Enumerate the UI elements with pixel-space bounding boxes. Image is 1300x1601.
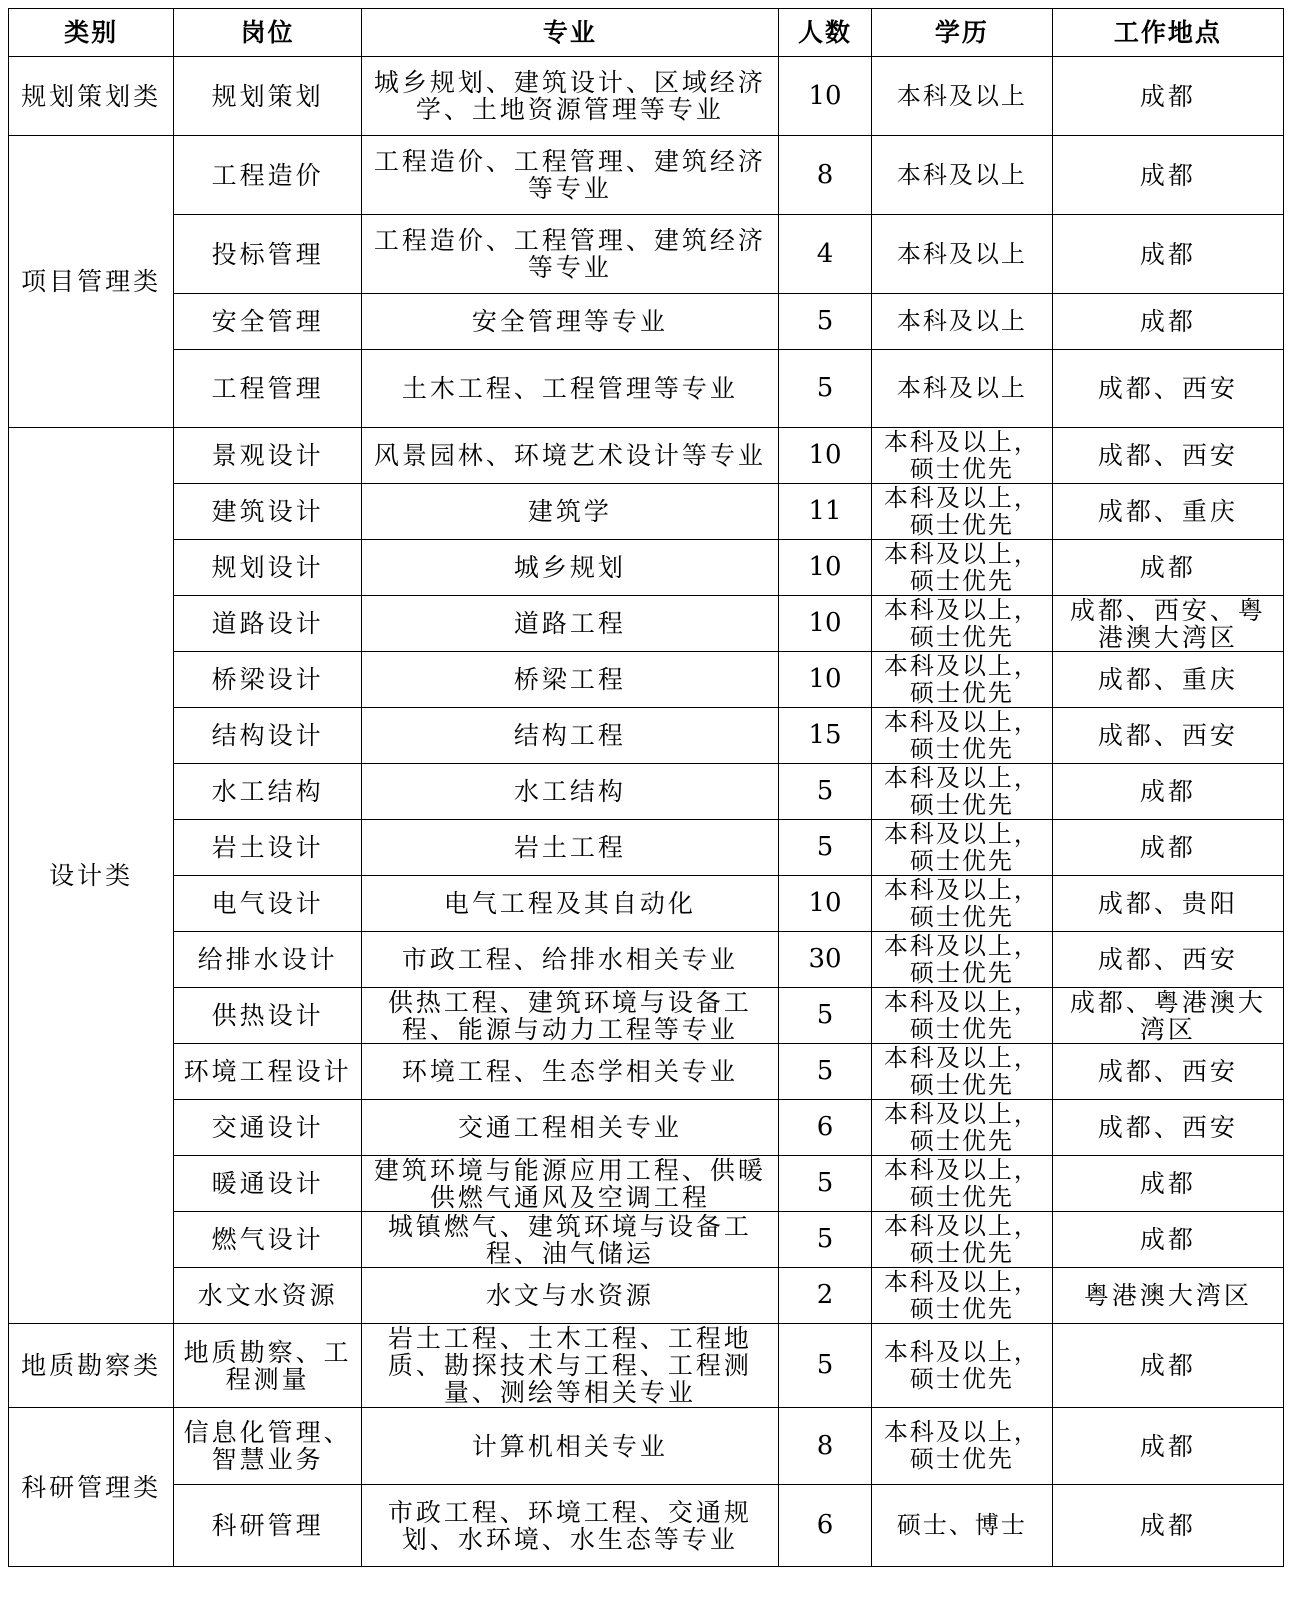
education-cell: 本科及以上 [872,215,1053,294]
position-cell: 燃气设计 [174,1212,362,1268]
education-cell: 本科及以上，硕士优先 [872,1212,1053,1268]
major-cell: 道路工程 [361,596,778,652]
education-cell: 本科及以上，硕士优先 [872,596,1053,652]
major-cell: 交通工程相关专业 [361,1100,778,1156]
major-cell: 市政工程、给排水相关专业 [361,932,778,988]
education-cell: 本科及以上 [872,136,1053,215]
table-row [9,1100,1284,1156]
table-row [9,540,1284,596]
position-cell: 建筑设计 [174,484,362,540]
major-cell: 工程造价、工程管理、建筑经济等专业 [361,136,778,215]
education-cell: 本科及以上，硕士优先 [872,428,1053,484]
major-cell: 建筑环境与能源应用工程、供暖供燃气通风及空调工程 [361,1156,778,1212]
category-cell: 地质勘察类 [9,1324,174,1408]
position-cell: 供热设计 [174,988,362,1044]
position-cell: 安全管理 [174,294,362,350]
major-cell: 岩土工程、土木工程、工程地质、勘探技术与工程、工程测量、测绘等相关专业 [361,1324,778,1408]
table-row [9,1408,1284,1485]
count-cell: 5 [778,988,871,1044]
education-cell: 本科及以上，硕士优先 [872,652,1053,708]
location-cell: 成都 [1052,764,1283,820]
major-cell: 桥梁工程 [361,652,778,708]
header-major: 专业 [361,9,778,57]
location-cell: 粤港澳大湾区 [1052,1268,1283,1324]
location-cell: 成都、西安、粤港澳大湾区 [1052,596,1283,652]
table-row [9,1044,1284,1100]
education-cell: 本科及以上，硕士优先 [872,708,1053,764]
location-cell: 成都、贵阳 [1052,876,1283,932]
recruitment-table [8,8,1284,1567]
location-cell: 成都、西安 [1052,428,1283,484]
table-row [9,876,1284,932]
position-cell: 水文水资源 [174,1268,362,1324]
table-row [9,988,1284,1044]
education-cell: 本科及以上，硕士优先 [872,1100,1053,1156]
location-cell: 成都 [1052,136,1283,215]
table-row [9,294,1284,350]
table-row [9,764,1284,820]
count-cell: 5 [778,1044,871,1100]
education-cell: 本科及以上 [872,294,1053,350]
position-cell: 规划设计 [174,540,362,596]
education-cell: 本科及以上，硕士优先 [872,1044,1053,1100]
table-row [9,708,1284,764]
major-cell: 计算机相关专业 [361,1408,778,1485]
count-cell: 8 [778,136,871,215]
position-cell: 投标管理 [174,215,362,294]
location-cell: 成都、西安 [1052,350,1283,428]
education-cell: 本科及以上，硕士优先 [872,988,1053,1044]
education-cell: 本科及以上 [872,350,1053,428]
education-cell: 本科及以上，硕士优先 [872,1268,1053,1324]
count-cell: 10 [778,596,871,652]
major-cell: 环境工程、生态学相关专业 [361,1044,778,1100]
major-cell: 城乡规划、建筑设计、区域经济学、土地资源管理等专业 [361,57,778,136]
table-row [9,1268,1284,1324]
location-cell: 成都 [1052,1212,1283,1268]
table-row [9,820,1284,876]
position-cell: 环境工程设计 [174,1044,362,1100]
location-cell: 成都、粤港澳大湾区 [1052,988,1283,1044]
location-cell: 成都 [1052,820,1283,876]
education-cell: 本科及以上 [872,57,1053,136]
header-education: 学历 [872,9,1053,57]
position-cell: 桥梁设计 [174,652,362,708]
table-row [9,428,1284,484]
location-cell: 成都 [1052,215,1283,294]
table-row [9,1212,1284,1268]
position-cell: 水工结构 [174,764,362,820]
position-cell: 道路设计 [174,596,362,652]
location-cell: 成都、重庆 [1052,652,1283,708]
position-cell: 工程造价 [174,136,362,215]
table-row [9,484,1284,540]
position-cell: 规划策划 [174,57,362,136]
major-cell: 水工结构 [361,764,778,820]
location-cell: 成都、西安 [1052,932,1283,988]
location-cell: 成都 [1052,540,1283,596]
location-cell: 成都 [1052,1408,1283,1485]
count-cell: 11 [778,484,871,540]
major-cell: 土木工程、工程管理等专业 [361,350,778,428]
major-cell: 风景园林、环境艺术设计等专业 [361,428,778,484]
category-cell: 设计类 [9,428,174,1324]
location-cell: 成都 [1052,1156,1283,1212]
table-row [9,1485,1284,1567]
position-cell: 景观设计 [174,428,362,484]
location-cell: 成都 [1052,57,1283,136]
position-cell: 暖通设计 [174,1156,362,1212]
position-cell: 交通设计 [174,1100,362,1156]
header-location: 工作地点 [1052,9,1283,57]
count-cell: 15 [778,708,871,764]
count-cell: 10 [778,57,871,136]
education-cell: 硕士、博士 [872,1485,1053,1567]
count-cell: 6 [778,1485,871,1567]
position-cell: 科研管理 [174,1485,362,1567]
category-cell: 规划策划类 [9,57,174,136]
table-row [9,350,1284,428]
count-cell: 5 [778,1212,871,1268]
major-cell: 安全管理等专业 [361,294,778,350]
position-cell: 岩土设计 [174,820,362,876]
major-cell: 城镇燃气、建筑环境与设备工程、油气储运 [361,1212,778,1268]
education-cell: 本科及以上，硕士优先 [872,1156,1053,1212]
major-cell: 岩土工程 [361,820,778,876]
count-cell: 5 [778,350,871,428]
location-cell: 成都、西安 [1052,1100,1283,1156]
count-cell: 6 [778,1100,871,1156]
table-row [9,932,1284,988]
major-cell: 市政工程、环境工程、交通规划、水环境、水生态等专业 [361,1485,778,1567]
count-cell: 5 [778,1324,871,1408]
location-cell: 成都、西安 [1052,1044,1283,1100]
header-category: 类别 [9,9,174,57]
education-cell: 本科及以上，硕士优先 [872,484,1053,540]
major-cell: 电气工程及其自动化 [361,876,778,932]
education-cell: 本科及以上，硕士优先 [872,1408,1053,1485]
position-cell: 工程管理 [174,350,362,428]
count-cell: 5 [778,764,871,820]
position-cell: 给排水设计 [174,932,362,988]
header-row [9,9,1284,57]
major-cell: 城乡规划 [361,540,778,596]
education-cell: 本科及以上，硕士优先 [872,540,1053,596]
major-cell: 供热工程、建筑环境与设备工程、能源与动力工程等专业 [361,988,778,1044]
location-cell: 成都 [1052,1485,1283,1567]
position-cell: 地质勘察、工程测量 [174,1324,362,1408]
major-cell: 水文与水资源 [361,1268,778,1324]
education-cell: 本科及以上，硕士优先 [872,820,1053,876]
count-cell: 4 [778,215,871,294]
location-cell: 成都 [1052,294,1283,350]
table-row [9,1156,1284,1212]
table-row [9,215,1284,294]
count-cell: 10 [778,652,871,708]
location-cell: 成都 [1052,1324,1283,1408]
table-row [9,596,1284,652]
count-cell: 10 [778,428,871,484]
count-cell: 30 [778,932,871,988]
location-cell: 成都、重庆 [1052,484,1283,540]
table-row [9,652,1284,708]
major-cell: 结构工程 [361,708,778,764]
position-cell: 信息化管理、智慧业务 [174,1408,362,1485]
position-cell: 电气设计 [174,876,362,932]
count-cell: 10 [778,540,871,596]
table-row [9,57,1284,136]
header-count: 人数 [778,9,871,57]
count-cell: 5 [778,294,871,350]
education-cell: 本科及以上，硕士优先 [872,1324,1053,1408]
table-row [9,1324,1284,1408]
count-cell: 10 [778,876,871,932]
count-cell: 5 [778,820,871,876]
table-row [9,136,1284,215]
major-cell: 建筑学 [361,484,778,540]
count-cell: 8 [778,1408,871,1485]
header-position: 岗位 [174,9,362,57]
education-cell: 本科及以上，硕士优先 [872,876,1053,932]
education-cell: 本科及以上，硕士优先 [872,764,1053,820]
education-cell: 本科及以上，硕士优先 [872,932,1053,988]
category-cell: 科研管理类 [9,1408,174,1567]
position-cell: 结构设计 [174,708,362,764]
count-cell: 2 [778,1268,871,1324]
category-cell: 项目管理类 [9,136,174,428]
major-cell: 工程造价、工程管理、建筑经济等专业 [361,215,778,294]
count-cell: 5 [778,1156,871,1212]
location-cell: 成都、西安 [1052,708,1283,764]
